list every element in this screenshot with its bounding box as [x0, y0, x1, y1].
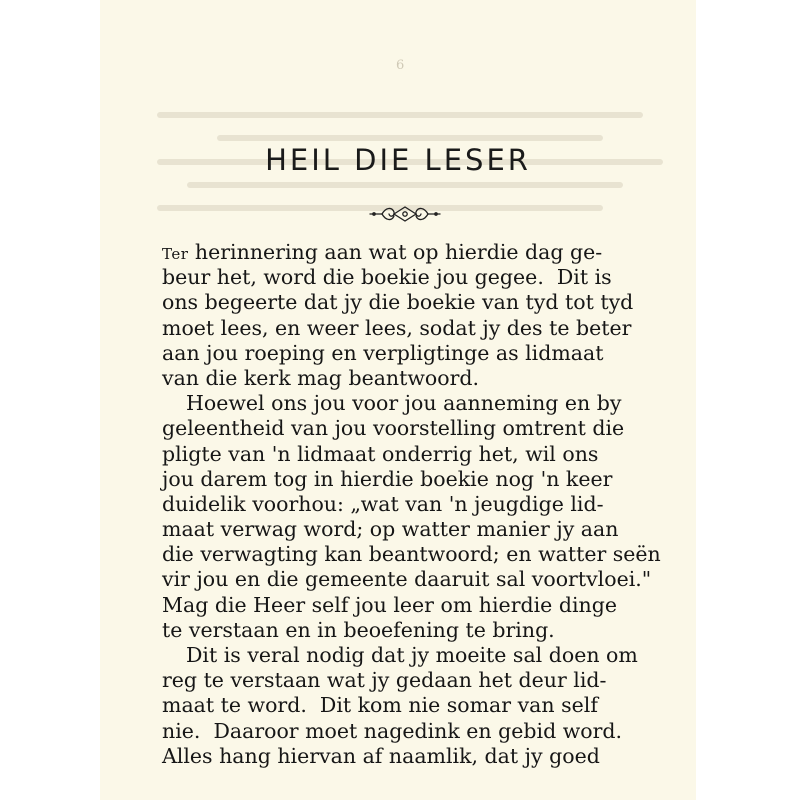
text-line: Alles hang hiervan af naamlik, dat jy goed	[162, 743, 600, 768]
text-line: pligte van 'n lidmaat onderrig het, wil ons	[162, 441, 599, 466]
text-line: geleentheid van jou voorstelling omtrent die	[162, 416, 625, 441]
text-line: Mag die Heer self jou leer om hierdie dinge	[162, 592, 617, 617]
text-line: maat te word. Dit kom nie somar van self	[162, 693, 598, 718]
page-number: 6	[396, 58, 405, 73]
text-line-1: Ter herinnering aan wat op hierdie dag ge-	[162, 240, 603, 264]
text-line: moet lees, en weer lees, sodat jy des te beter	[162, 315, 632, 340]
paragraph-start-line: Hoewel ons jou voor jou aanneming en by	[186, 391, 622, 416]
text-line: reg te verstaan wat jy gedaan het deur lid-	[162, 668, 607, 693]
text-line: jou darem tog in hierdie boekie nog 'n keer	[162, 466, 613, 491]
text-line: maat verwag word; op watter manier jy aan	[162, 517, 619, 542]
text-line: die verwagting kan beantwoord; en watter seën	[162, 542, 661, 567]
body-text	[162, 240, 692, 769]
text-line: te verstaan en in beoefening te bring.	[162, 617, 555, 642]
text-line: ons begeerte dat jy die boekie van tyd tot tyd	[162, 290, 634, 315]
text-line: van die kerk mag beantwoord.	[162, 365, 480, 390]
text-line: nie. Daaroor moet nagedink en gebid word.	[162, 718, 623, 743]
text-line: duidelik voorhou: „wat van 'n jeugdige lid-	[162, 491, 604, 516]
text-line: beur het, word die boekie jou gegee. Dit is	[162, 265, 612, 290]
book-page	[100, 0, 696, 800]
scroll-flourish-icon	[368, 204, 442, 224]
drop-word: Ter	[162, 245, 189, 263]
text-line: vir jou en die gemeente daaruit sal voortvloei."	[162, 567, 652, 592]
paragraph-start-line: Dit is veral nodig dat jy moeite sal doen om	[186, 643, 638, 667]
text-line: aan jou roeping en verpligtinge as lidmaat	[162, 340, 604, 365]
page-title: HEIL DIE LESER	[265, 143, 531, 177]
